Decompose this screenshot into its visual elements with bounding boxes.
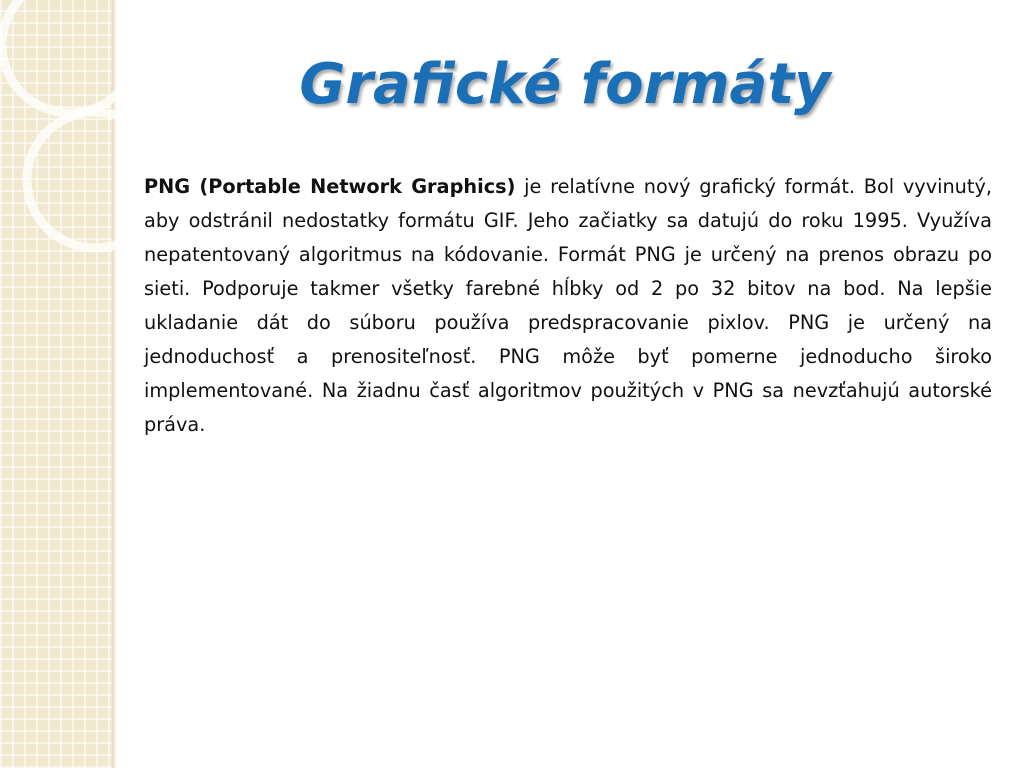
- slide-title: Grafické formáty: [299, 52, 831, 117]
- png-term-bold: PNG (Portable Network Graphics): [144, 175, 516, 198]
- decorative-ring-lower: [27, 112, 163, 248]
- paragraph-text: je relatívne nový grafický formát. Bol vyvinutý, aby odstránil nedostatky formátu GIF. Jeho začiatky sa datujú do roku 1995. Využíva nepatentovaný algoritmus na kódovanie. Formát PNG je určený na prenos obrazu po sieti. Podporuje takmer všetky farebné hĺbky od 2 po 32 bitov na bod. Na lepšie ukladanie dát do súboru používa predspracovanie pixlov. PNG je určený na jednoduchosť a prenositeľnosť. PNG môže byť pomerne jednoducho široko implementované. Na žiadnu časť algoritmov použitých v PNG sa nevzťahujú autorské práva.: [144, 175, 992, 436]
- decorative-ring-upper: [2, 0, 138, 113]
- body-paragraph: [144, 170, 992, 442]
